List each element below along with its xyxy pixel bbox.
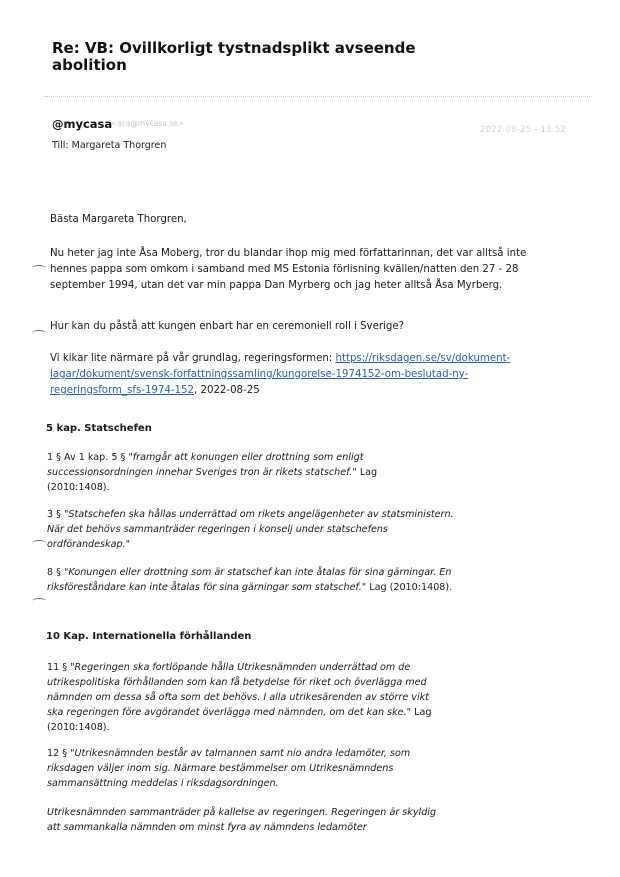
- section-11-quote: "Regeringen ska fortlöpande hålla Utrikesnämnden underrättad om de utrikespolitiska förhållanden som kan få betydelse för riket och överlägga med nämnden om dessa så ofta som det behövs. I alla utrikesärenden av större vikt ska regeringen före avgörandet överlägga med nämnden, om det kan ske.": [47, 662, 429, 718]
- scan-hole-mark: [32, 598, 46, 604]
- paragraph-name-correction: Nu heter jag inte Åsa Moberg, tror du blandar ihop mig med författarinnan, det var alltså inte hennes pappa som omkom i samband med MS Estonia förlisning kvällen/natten den 27 - 28 september 1994, utan det var min pappa Dan Myrberg och jag heter alltså Åsa Myrberg.: [50, 248, 527, 291]
- paragraph-regeringsformen: [50, 351, 550, 399]
- scan-hole-mark: [32, 540, 46, 546]
- section-12-continuation: [47, 805, 452, 835]
- email-timestamp: 2022-08-25 - 11:52: [480, 125, 566, 135]
- chapter-10-heading: 10 Kap. Internationella förhållanden: [46, 631, 252, 642]
- section-8-quote: "Konungen eller drottning som är statschef kan inte åtalas för sina gärningar. En riksföreståndare kan inte åtalas för sina gärningar som statschef.": [47, 567, 452, 593]
- section-1-ref: 1 § Av 1 kap. 5 §: [47, 452, 129, 463]
- section-11-text: [47, 660, 442, 735]
- chapter-5-heading: 5 kap. Statschefen: [46, 423, 152, 434]
- greeting: Bästa Margareta Thorgren,: [50, 214, 187, 225]
- section-8-ref: 8 §: [47, 567, 64, 578]
- section-1-law: Lag (2010:1408).: [47, 467, 378, 493]
- section-12-ref: 12 §: [47, 748, 71, 759]
- paragraph-lead: Vi kikar lite närmare på vår grundlag, regeringsformen:: [50, 353, 336, 364]
- section-11-ref: 11 §: [47, 662, 71, 673]
- paragraph-question: Hur kan du påstå att kungen enbart har en ceremoniell roll i Sverige?: [50, 321, 404, 332]
- section-3-text: [47, 507, 457, 552]
- paragraph-date: , 2022-08-25: [194, 385, 260, 396]
- recipient-line: Till: Margareta Thorgren: [52, 140, 167, 151]
- section-1-text: [47, 450, 427, 495]
- section-1-quote: "framgår att konungen eller drottning som enligt successionsordningen innehar Sveriges tron är rikets statschef.": [47, 452, 364, 478]
- section-8-text: [47, 565, 517, 595]
- scan-hole-mark: [32, 265, 46, 271]
- section-12-text: [47, 746, 447, 791]
- section-3-ref: 3 §: [47, 509, 64, 520]
- riksdagen-link[interactable]: https://riksdagen.se/sv/dokument-lagar/dokument/svensk-forfattningssamling/kungorelse-1974152-om-beslutad-ny-regeringsform_sfs-1974-152: [50, 353, 511, 396]
- header-divider: [44, 96, 592, 97]
- email-subject: Re: VB: Ovillkorligt tystnadsplikt avseende abolition: [52, 39, 416, 74]
- section-8-law: Lag (2010:1408).: [366, 582, 453, 593]
- scan-hole-mark: [32, 330, 46, 336]
- sender-name: @mycasa: [52, 117, 113, 131]
- section-11-law: Lag (2010:1408).: [47, 707, 432, 733]
- section-12-quote: "Utrikesnämnden består av talmannen samt nio andra ledamöter, som riksdagen väljer inom sig. Närmare bestämmelser om Utrikesnämndens sammansättning meddelas i riksdagsordningen.: [47, 748, 411, 789]
- sender-email: <asa@mycasa.se>: [111, 119, 185, 128]
- section-12-continuation-text: Utrikesnämnden sammanträder på kallelse av regeringen. Regeringen är skyldig att sammankalla nämnden om minst fyra av nämndens ledamöter: [47, 807, 437, 833]
- section-3-quote: "Statschefen ska hållas underrättad om rikets angelägenheter av statsministern. När det behövs sammanträder regeringen i konselj under statschefens ordförandeskap.": [47, 509, 454, 550]
